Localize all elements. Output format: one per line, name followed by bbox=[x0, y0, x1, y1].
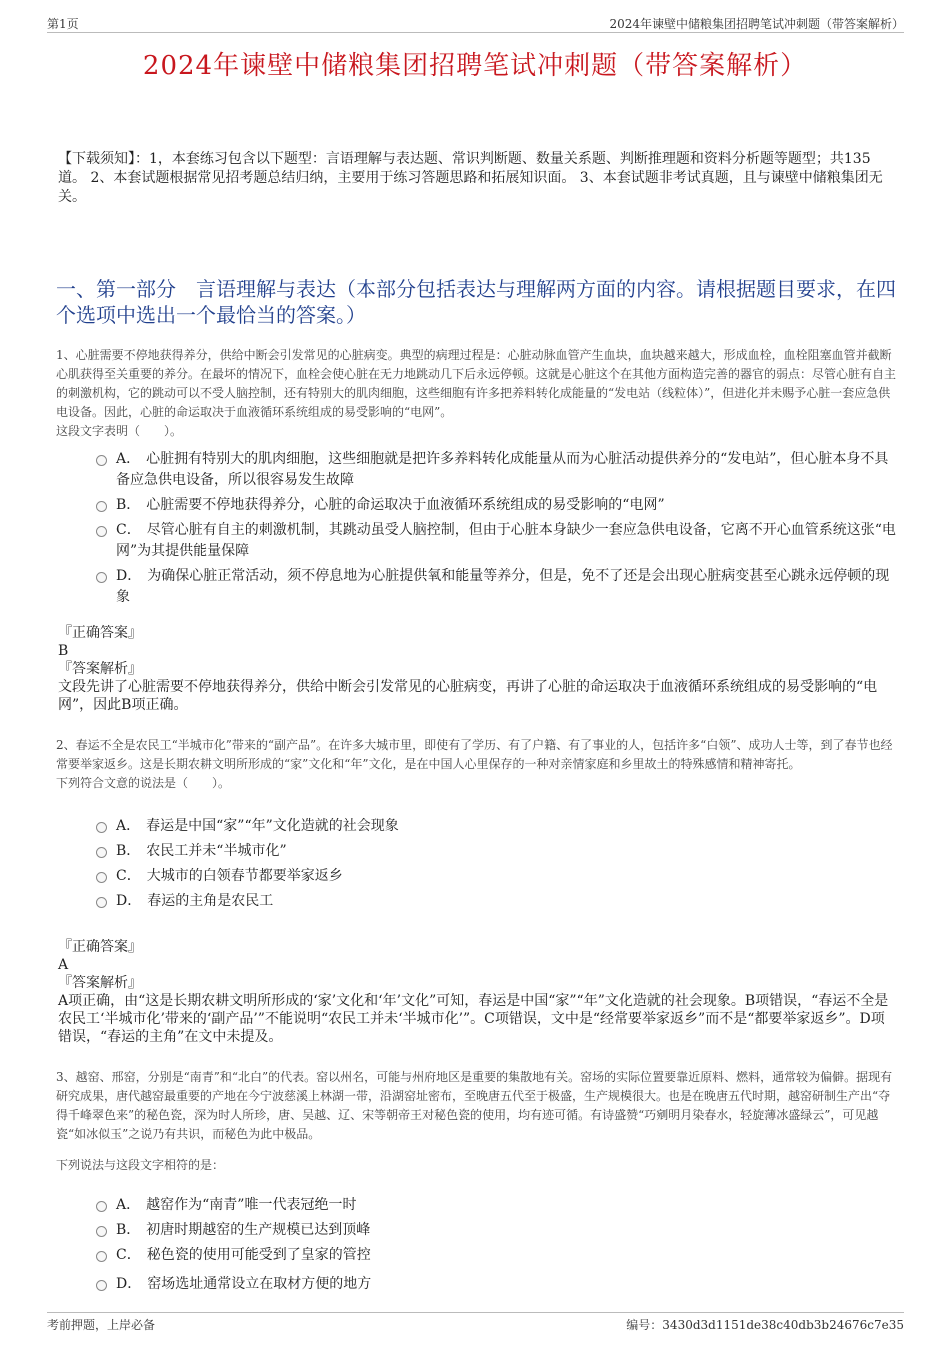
question-1-options bbox=[96, 449, 896, 612]
analysis-text: A项正确，由“这是长期农耕文明所形成的‘家’文化和‘年’文化”可知，春运是中国“家”“年”文化造就的社会现象。B项错误，“春运不全是农民工‘半城市化’带来的‘副产品’”不能说明“农民工并未‘半城市化’”。C项错误，文中是“经常要举家返乡”而不是“都要举家返乡”。D项错误，“春运的主角”在文中未提及。 bbox=[58, 993, 889, 1045]
option-c[interactable] bbox=[96, 866, 896, 887]
option-label: B． bbox=[116, 843, 141, 859]
radio-button-icon[interactable] bbox=[96, 572, 107, 583]
option-text: 春运是中国“家”“年”文化造就的社会现象 bbox=[146, 818, 399, 834]
option-label: B． bbox=[116, 1222, 141, 1238]
radio-button-icon[interactable] bbox=[96, 501, 107, 512]
radio-button-icon[interactable] bbox=[96, 1280, 107, 1291]
radio-button-icon[interactable] bbox=[96, 822, 107, 833]
option-text: 尽管心脏有自主的刺激机制，其跳动虽受人脑控制，但由于心脏本身缺少一套应急供电设备，它离不开心血管系统这张“电网”为其提供能量保障 bbox=[116, 522, 896, 559]
analysis-text: 文段先讲了心脏需要不停地获得养分，供给中断会引发常见的心脏病变，再讲了心脏的命运取决于血液循环系统组成的易受影响的“电网”，因此B项正确。 bbox=[58, 679, 878, 713]
option-label: C． bbox=[116, 522, 141, 538]
option-text: 农民工并未“半城市化” bbox=[146, 843, 287, 859]
option-label: C． bbox=[116, 868, 141, 884]
question-prompt: 下列说法与这段文字相符的是： bbox=[56, 1158, 225, 1172]
question-prompt: 这段文字表明（ ）。 bbox=[56, 424, 183, 438]
option-c[interactable] bbox=[96, 520, 896, 562]
question-3-stem bbox=[56, 1068, 898, 1175]
option-text: 心脏拥有特别大的肌肉细胞，这些细胞就是把许多养料转化成能量从而为心脏活动提供养分的“发电站”，但心脏本身不具备应急供电设备，所以很容易发生故障 bbox=[116, 451, 889, 488]
option-label: A． bbox=[116, 451, 141, 467]
radio-button-icon[interactable] bbox=[96, 1226, 107, 1237]
option-d[interactable] bbox=[96, 566, 896, 608]
radio-button-icon[interactable] bbox=[96, 872, 107, 883]
option-text: 窑场选址通常设立在取材方便的地方 bbox=[147, 1276, 372, 1292]
answer-value: A bbox=[58, 957, 69, 973]
radio-button-icon[interactable] bbox=[96, 455, 107, 466]
radio-button-icon[interactable] bbox=[96, 526, 107, 537]
option-text: 大城市的白领春节都要举家返乡 bbox=[146, 868, 343, 884]
option-text: 初唐时期越窑的生产规模已达到顶峰 bbox=[146, 1222, 371, 1238]
option-b[interactable] bbox=[96, 841, 896, 862]
option-label: A． bbox=[116, 818, 141, 834]
option-text: 春运的主角是农民工 bbox=[147, 893, 274, 909]
question-text: 3、越窑、邢窑，分别是“南青”和“北白”的代表。窑以州名，可能与州府地区是重要的集散地有关。窑场的实际位置要靠近原料、燃料，通常较为偏僻。据现有研究成果，唐代越窑最重要的产地在今宁波慈溪上林湖一带，沿湖窑址密布，至晚唐五代至于极盛，生产规模很大。也是在晚唐五代时期，越窑研制生产出“夺得千峰翠色来”的秘色瓷，深为时人所珍，唐、吴越、辽、宋等朝帝王对秘色瓷的使用，均有迹可循。有诗盛赞“巧剜明月染春水，轻旋薄冰盛绿云”，可见越瓷“如冰似玉”之说乃有共识，而秘色为此中极品。 bbox=[56, 1070, 893, 1141]
page-footer bbox=[47, 1312, 904, 1333]
analysis-label: 『答案解析』 bbox=[58, 975, 142, 991]
option-c[interactable] bbox=[96, 1245, 896, 1266]
document-title: 2024年谏壁中储粮集团招聘笔试冲刺题（带答案解析） bbox=[142, 51, 808, 81]
option-b[interactable] bbox=[96, 1220, 896, 1241]
option-text: 为确保心脏正常活动，须不停息地为心脏提供氧和能量等养分，但是，免不了还是会出现心脏病变甚至心跳永远停顿的现象 bbox=[116, 568, 890, 605]
footer-slogan: 考前押题，上岸必备 bbox=[47, 1318, 156, 1332]
option-label: A． bbox=[116, 1197, 141, 1213]
page-number: 第1页 bbox=[47, 17, 79, 31]
page-header bbox=[47, 14, 904, 33]
footer-doc-id: 编号：3430d3d1151de38c40db3b24676c7e35 bbox=[626, 1318, 904, 1332]
analysis-label: 『答案解析』 bbox=[58, 661, 142, 677]
download-notice: 【下载须知】：1，本套练习包含以下题型：言语理解与表达题、常识判断题、数量关系题、判断推理题和资料分析题等题型；共135道。 2、本套试题根据常见招考题总结归纳，主要用于练习答题思路和拓展知识面。 3、本套试题非考试真题，且与谏壁中储粮集团无关。 bbox=[58, 151, 883, 205]
question-text: 1、心脏需要不停地获得养分，供给中断会引发常见的心脏病变。典型的病理过程是：心脏动脉血管产生血块，血块越来越大，形成血栓，血栓阻塞血管并截断心肌获得至关重要的养分。在最坏的情况下，血栓会使心脏在无力地跳动几下后永远停顿。这就是心脏这个在其他方面构造完善的器官的弱点：尽管心脏有自主的刺激机构，它的跳动可以不受人脑控制，还有特别大的肌肉细胞，这些细胞有许多把养料转化成能量的“发电站（线粒体）”，但进化并未赐予心脏一套应急供电设备。因此，心脏的命运取决于血液循环系统组成的易受影响的“电网”。 bbox=[56, 348, 897, 419]
option-a[interactable] bbox=[96, 816, 896, 837]
option-text: 越窑作为“南青”唯一代表冠绝一时 bbox=[146, 1197, 357, 1213]
question-2-stem bbox=[56, 736, 898, 793]
section-heading: 一、第一部分 言语理解与表达（本部分包括表达与理解两方面的内容。请根据题目要求，在四个选项中选出一个最恰当的答案。） bbox=[56, 277, 896, 327]
option-b[interactable] bbox=[96, 495, 896, 516]
option-label: D． bbox=[116, 893, 142, 909]
option-a[interactable] bbox=[96, 449, 896, 491]
option-d[interactable] bbox=[96, 1274, 896, 1295]
question-2-options bbox=[96, 816, 896, 916]
radio-button-icon[interactable] bbox=[96, 1201, 107, 1212]
question-1-stem bbox=[56, 346, 898, 441]
option-label: C． bbox=[116, 1247, 141, 1263]
option-label: D． bbox=[116, 1276, 142, 1292]
question-text: 2、春运不全是农民工“半城市化”带来的“副产品”。在许多大城市里，即使有了学历、有了户籍、有了事业的人，包括许多“白领”、成功人士等，到了春节也经常要举家返乡。这是长期农耕文明所形成的“家”文化和“年”文化，是在中国人心里保存的一种对亲情家庭和乡里故土的特殊感情和精神寄托。 bbox=[56, 738, 893, 771]
answer-label: 『正确答案』 bbox=[58, 939, 142, 955]
radio-button-icon[interactable] bbox=[96, 1251, 107, 1262]
header-doc-title: 2024年谏壁中储粮集团招聘笔试冲刺题（带答案解析） bbox=[609, 17, 904, 31]
question-prompt: 下列符合文意的说法是（ ）。 bbox=[56, 776, 231, 790]
option-d[interactable] bbox=[96, 891, 896, 912]
radio-button-icon[interactable] bbox=[96, 897, 107, 908]
option-label: D． bbox=[116, 568, 142, 584]
radio-button-icon[interactable] bbox=[96, 847, 107, 858]
answer-value: B bbox=[58, 643, 69, 659]
question-3-options bbox=[96, 1195, 896, 1299]
answer-label: 『正确答案』 bbox=[58, 625, 142, 641]
option-text: 心脏需要不停地获得养分，心脏的命运取决于血液循环系统组成的易受影响的“电网” bbox=[146, 497, 665, 513]
question-1-answer bbox=[58, 624, 896, 714]
question-2-answer bbox=[58, 938, 896, 1046]
option-a[interactable] bbox=[96, 1195, 896, 1216]
option-text: 秘色瓷的使用可能受到了皇家的管控 bbox=[146, 1247, 371, 1263]
option-label: B． bbox=[116, 497, 141, 513]
